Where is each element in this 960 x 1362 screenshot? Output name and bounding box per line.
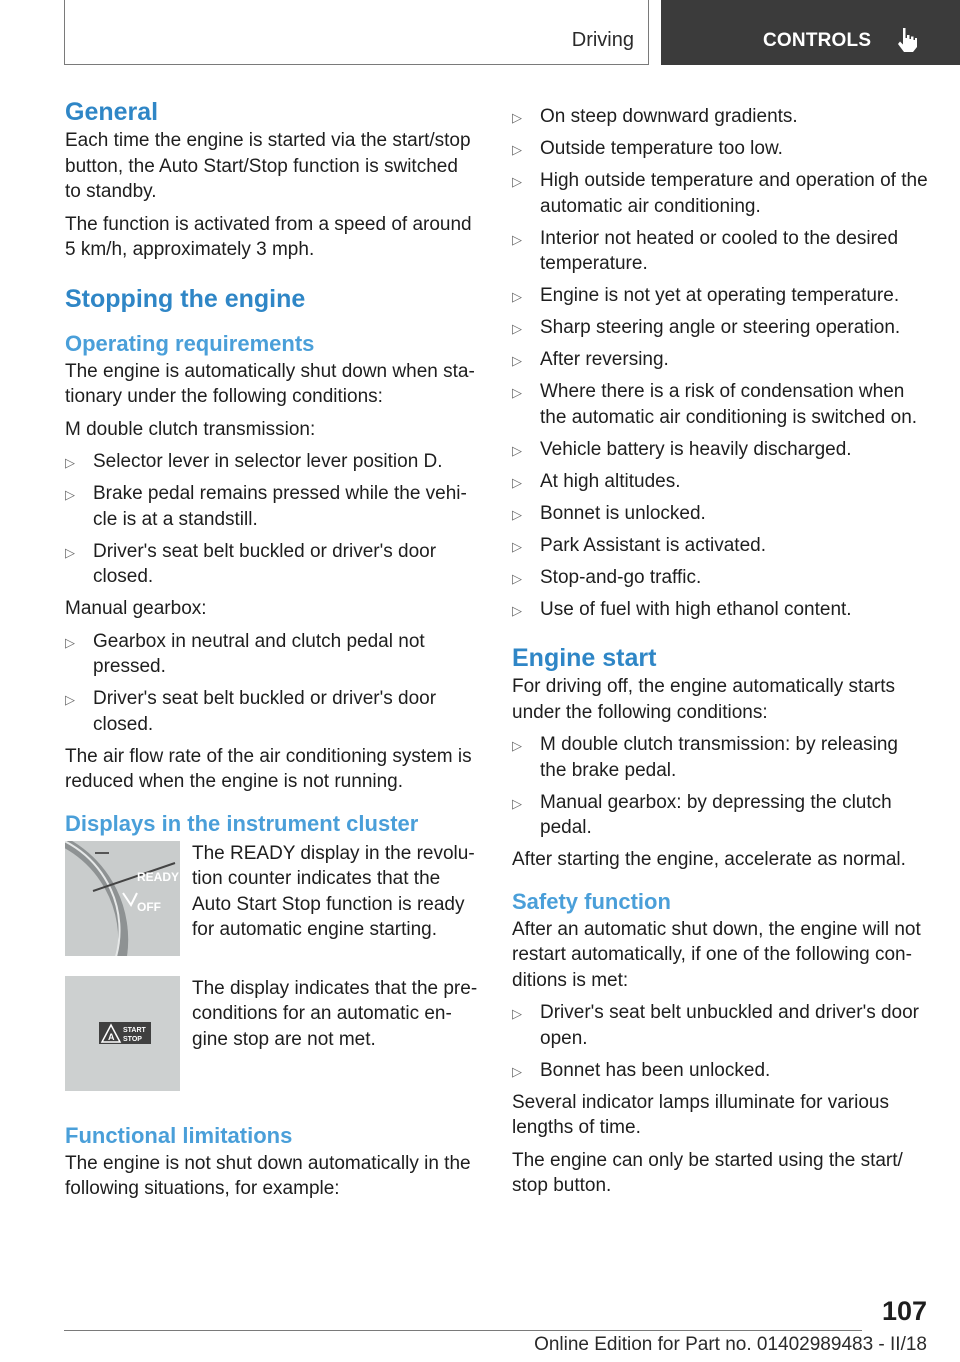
stopping-heading: Stopping the engine (65, 284, 306, 313)
bullet-icon: ▷ (512, 570, 522, 586)
list-item: ▷ Engine is not yet at operating temperature. (512, 283, 928, 309)
general-paragraph-2: The function is activated from a speed of around 5 km/h, approximately 3 mph. (65, 213, 472, 260)
ready-display-figure (65, 841, 479, 956)
list-item: ▷ Gearbox in neutral and clutch pedal not pressed. (65, 630, 425, 677)
bullet-icon: ▷ (65, 487, 75, 502)
left-column (65, 96, 479, 1209)
autostop-display-figure (65, 976, 479, 1091)
right-column (512, 104, 928, 1206)
operating-paragraph: The engine is automatically shut down when stationary under the following conditions: (65, 360, 475, 407)
header-section-tab (64, 0, 649, 65)
list-item: ▷ Stop-and-go traffic. (512, 565, 928, 591)
indicator-paragraph: Several indicator lamps illuminate for various lengths of time. (512, 1091, 889, 1138)
list-item: ▷ Sharp steering angle or steering operation. (512, 315, 928, 341)
start-stop-paragraph: The engine can only be started using the start/ stop button. (512, 1149, 903, 1196)
header-chapter-tab (661, 0, 960, 65)
engine-start-paragraph: For driving off, the engine automatically starts under the following conditions: (512, 676, 896, 723)
safety-paragraph: After an automatic shut down, the engine will not restart automatically, if one of the following conditions is met: (512, 918, 921, 991)
bullet-icon: ▷ (512, 506, 522, 522)
bullet-icon: ▷ (512, 321, 522, 336)
bullet-icon: ▷ (512, 231, 522, 247)
bullet-icon: ▷ (512, 110, 522, 125)
list-item: ▷ At high altitudes. (512, 469, 928, 495)
list-item: ▷ Use of fuel with high ethanol content. (512, 597, 928, 623)
general-heading: General (65, 98, 159, 126)
manual-label: Manual gearbox: (65, 598, 207, 619)
bullet-icon: ▷ (512, 1006, 522, 1021)
bullet-icon: ▷ (65, 455, 75, 470)
svg-text:START: START (123, 1026, 146, 1034)
mdct-list (65, 449, 479, 590)
bullet-icon: ▷ (512, 1063, 522, 1079)
list-item: ▷ On steep downward gradients. (512, 104, 928, 130)
autostop-warning-icon (65, 976, 180, 1091)
bullet-icon: ▷ (512, 602, 522, 618)
operating-requirements-heading: Operating requirements (65, 330, 315, 356)
page-number: 107 (881, 1296, 927, 1326)
footer-divider (64, 1330, 862, 1331)
limitations-list (512, 104, 928, 622)
limitations-paragraph: The engine is not shut down automatically in the following situations, for example: (65, 1152, 471, 1199)
bullet-icon: ▷ (65, 692, 75, 707)
list-item: ▷ Bonnet has been unlocked. (512, 1058, 928, 1084)
bullet-icon: ▷ (512, 538, 522, 554)
list-item: ▷ Where there is a risk of condensation when the automatic air conditioning is switched on. (512, 381, 918, 428)
list-item: ▷ Park Assistant is activated. (512, 533, 928, 559)
bullet-icon: ▷ (512, 795, 522, 811)
list-item: ▷ Brake pedal remains pressed while the vehicle is at a standstill. (65, 483, 467, 530)
list-item: ▷ Driver's seat belt buckled or driver's door closed. (65, 540, 437, 587)
list-item: ▷ Interior not heated or cooled to the desired temperature. (512, 227, 899, 274)
bullet-icon: ▷ (512, 142, 522, 157)
manual-list (65, 629, 479, 738)
limitations-heading: Functional limitations (65, 1122, 293, 1148)
list-item: ▷ High outside temperature and operation of the automatic air conditioning. (512, 170, 928, 217)
svg-text:A: A (108, 1031, 115, 1042)
list-item: ▷ Driver's seat belt unbuckled and driver's door open. (512, 1002, 919, 1049)
engine-start-heading: Engine start (512, 644, 657, 672)
mdct-label: M double clutch transmission: (65, 418, 316, 440)
svg-text:STOP: STOP (123, 1035, 142, 1043)
safety-function-heading: Safety function (512, 888, 671, 914)
bullet-icon: ▷ (512, 385, 522, 400)
autostop-indicator-image (65, 976, 180, 1091)
list-item: ▷ Manual gearbox: by depressing the clutch pedal. (512, 791, 892, 838)
bullet-icon: ▷ (65, 634, 75, 650)
list-item: ▷ M double clutch transmission: by releasing the brake pedal. (512, 734, 899, 781)
bullet-icon: ▷ (512, 474, 522, 490)
bullet-icon: ▷ (65, 544, 75, 560)
ready-gauge-image (65, 841, 180, 956)
engine-start-list (512, 732, 928, 841)
bullet-icon: ▷ (512, 353, 522, 368)
ready-gauge-icon (65, 841, 180, 956)
svg-text:READY: READY (137, 869, 180, 884)
list-item: ▷ Bonnet is unlocked. (512, 501, 928, 527)
airflow-paragraph: The air flow rate of the air conditioning system is reduced when the engine is not running. (65, 745, 472, 792)
bullet-icon: ▷ (512, 442, 522, 458)
safety-list (512, 1000, 928, 1083)
displays-heading: Displays in the instrument cluster (65, 810, 419, 836)
list-item: ▷ Selector lever in selector lever position D. (65, 449, 479, 475)
ready-display-text: The READY display in the revolution counter indicates that the Auto Start Stop function is ready for automatic engine starting. (192, 842, 475, 940)
list-item: ▷ Outside temperature too low. (512, 136, 928, 162)
list-item: ▷ After reversing. (512, 347, 928, 373)
bullet-icon: ▷ (512, 174, 522, 189)
list-item: ▷ Vehicle battery is heavily discharged. (512, 437, 928, 463)
header-section-label: Driving (571, 29, 634, 51)
general-paragraph-1: Each time the engine is started via the start/stop button, the Auto Start/Stop function is switched to standby. (65, 130, 471, 202)
footer-edition: Online Edition for Part no. 01402989483 - II/18 (534, 1334, 927, 1355)
list-item: ▷ Driver's seat belt buckled or driver's door closed. (65, 688, 437, 735)
after-start-paragraph: After starting the engine, accelerate as normal. (512, 849, 906, 870)
hand-pointer-icon (895, 26, 919, 54)
header-chapter-label: CONTROLS (763, 30, 872, 51)
svg-text:OFF: OFF (137, 899, 161, 914)
autostop-display-text: The display indicates that the preconditions for an automatic engine stop are not met. (192, 977, 478, 1050)
bullet-icon: ▷ (512, 289, 522, 304)
bullet-icon: ▷ (512, 738, 522, 753)
